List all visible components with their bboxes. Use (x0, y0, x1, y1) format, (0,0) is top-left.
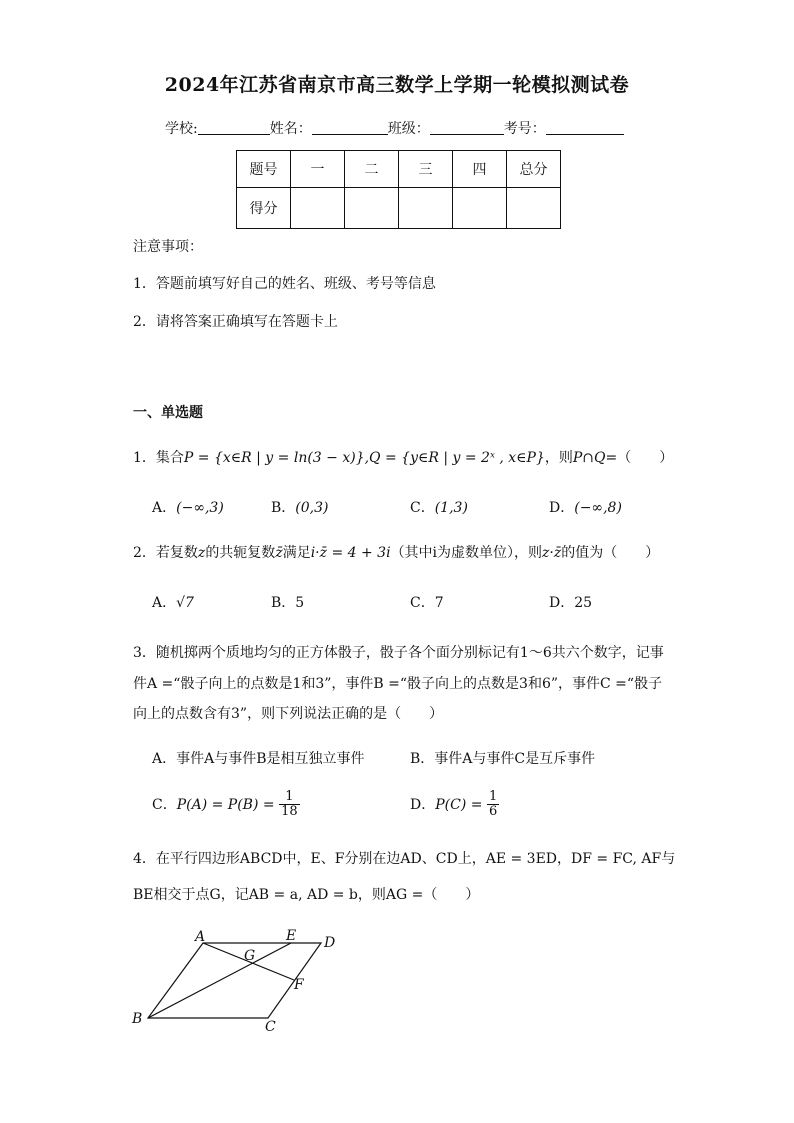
option-value: (0,3) (295, 500, 329, 516)
score-header-cell: 一 (291, 151, 345, 188)
question-4-line: 4．在平行四边形ABCD中，E、F分别在边AD、CD上，AE = 3ED，DF = FC, AF与 (133, 851, 676, 867)
score-cell[interactable] (345, 188, 399, 229)
q2-expression: z·z̄ (542, 545, 562, 561)
score-table (236, 150, 561, 229)
q1-text: 1．集合 (133, 450, 184, 466)
option-value: (1,3) (434, 500, 468, 516)
score-header-cell: 二 (345, 151, 399, 188)
question-3-line: 向上的点数含有3”，则下列说法正确的是（ ） (133, 706, 444, 722)
fraction (487, 790, 499, 820)
name-label: 姓名： (269, 121, 312, 137)
q3-option-a[interactable]: A．事件A与事件B是相互独立事件 (152, 751, 365, 767)
q2-zbar: z̄ (275, 545, 283, 561)
option-label: D． (549, 500, 575, 516)
fraction-numerator: 1 (488, 789, 498, 804)
q3-option-b[interactable]: B．事件A与事件C是互斥事件 (410, 751, 596, 767)
q2-text: （其中i为虚数单位），则 (390, 545, 543, 561)
score-header-cell: 总分 (507, 151, 561, 188)
school-blank[interactable] (198, 120, 270, 135)
student-info-line (165, 118, 624, 138)
question-3-line: 件A =“骰子向上的点数是1和3”，事件B =“骰子向上的点数是3和6”，事件C =“骰子 (133, 676, 663, 692)
score-header-cell: 三 (399, 151, 453, 188)
option-label: C． (410, 595, 435, 611)
name-blank[interactable] (312, 120, 388, 135)
q2-option-d[interactable] (549, 592, 592, 612)
class-blank[interactable] (430, 120, 504, 135)
q2-option-b[interactable] (271, 592, 304, 612)
q2-option-c[interactable] (410, 592, 444, 612)
option-expression: P(C) = (435, 796, 483, 813)
q2-z: z (197, 545, 206, 561)
label-a: A (195, 929, 206, 945)
page-title: 2024年江苏省南京市高三数学上学期一轮模拟测试卷 (164, 74, 630, 96)
score-row-label: 得分 (237, 188, 291, 229)
option-label: C． (410, 500, 435, 516)
label-e: E (286, 928, 297, 944)
class-label: 班级： (387, 121, 430, 137)
label-f: F (294, 977, 304, 993)
q2-text: 的共轭复数 (205, 545, 276, 561)
option-value: (−∞,3) (176, 500, 224, 516)
fraction-denominator: 6 (488, 804, 498, 820)
q2-option-a[interactable] (152, 592, 194, 612)
option-label: D． (410, 796, 436, 813)
fraction-denominator: 18 (281, 804, 298, 820)
q1-text: =（ ） (605, 450, 674, 466)
option-value: 25 (574, 595, 593, 611)
fraction (279, 790, 300, 820)
score-header-cell: 题号 (237, 151, 291, 188)
question-4-line: BE相交于点G，记AB = a, AD = b，则AG =（ ） (133, 887, 480, 903)
score-cell[interactable] (453, 188, 507, 229)
q1-option-c[interactable] (410, 497, 468, 517)
q1-option-d[interactable] (549, 497, 622, 517)
number-label: 考号： (503, 121, 546, 137)
school-label: 学校: (165, 121, 198, 137)
fraction-numerator: 1 (279, 790, 300, 805)
note-item: 1．答题前填写好自己的姓名、班级、考号等信息 (133, 276, 436, 292)
q1-set-q: Q = {y∈R | y = 2ˣ , x∈P} (369, 450, 545, 466)
option-label: B． (271, 595, 296, 611)
label-g: G (244, 948, 256, 964)
segment-be (148, 943, 291, 1018)
q3-option-d[interactable] (410, 790, 499, 820)
q1-expression: P∩Q (572, 450, 606, 466)
option-value: (−∞,8) (574, 500, 622, 516)
q2-text: 满足 (282, 545, 311, 561)
question-1-stem (133, 447, 673, 467)
score-header-cell: 四 (453, 151, 507, 188)
parallelogram-figure (128, 925, 348, 1035)
label-d: D (324, 935, 336, 951)
option-label: A． (152, 500, 177, 516)
q2-text: 的值为（ ） (561, 545, 660, 561)
label-b: B (132, 1011, 143, 1027)
q3-option-c[interactable] (152, 790, 300, 820)
label-c: C (265, 1019, 276, 1035)
option-value: √7 (176, 595, 194, 611)
score-cell[interactable] (399, 188, 453, 229)
question-2-stem (133, 542, 659, 562)
note-item: 2．请将答案正确填写在答题卡上 (133, 314, 338, 330)
option-expression: P(A) = P(B) = (176, 796, 275, 813)
score-cell[interactable] (291, 188, 345, 229)
notes-heading: 注意事项： (133, 239, 203, 255)
q2-text: 2．若复数 (133, 545, 198, 561)
section-heading: 一、单选题 (133, 405, 203, 421)
q1-set-p: P = {x∈R | y = ln(3 − x)}, (183, 450, 370, 466)
option-label: D． (549, 595, 575, 611)
option-value: 7 (434, 595, 444, 611)
option-value: 5 (295, 595, 305, 611)
option-label: B． (271, 500, 296, 516)
score-cell[interactable] (507, 188, 561, 229)
q2-condition: i·z̄ = 4 + 3i (310, 545, 391, 561)
q1-option-a[interactable] (152, 497, 224, 517)
number-blank[interactable] (546, 120, 624, 135)
option-label: C． (152, 796, 177, 813)
option-label: A． (152, 595, 177, 611)
q1-text: ，则 (544, 450, 573, 466)
question-3-line: 3．随机掷两个质地均匀的正方体骰子，骰子各个面分别标记有1～6共六个数字，记事 (133, 645, 664, 661)
q1-option-b[interactable] (271, 497, 329, 517)
